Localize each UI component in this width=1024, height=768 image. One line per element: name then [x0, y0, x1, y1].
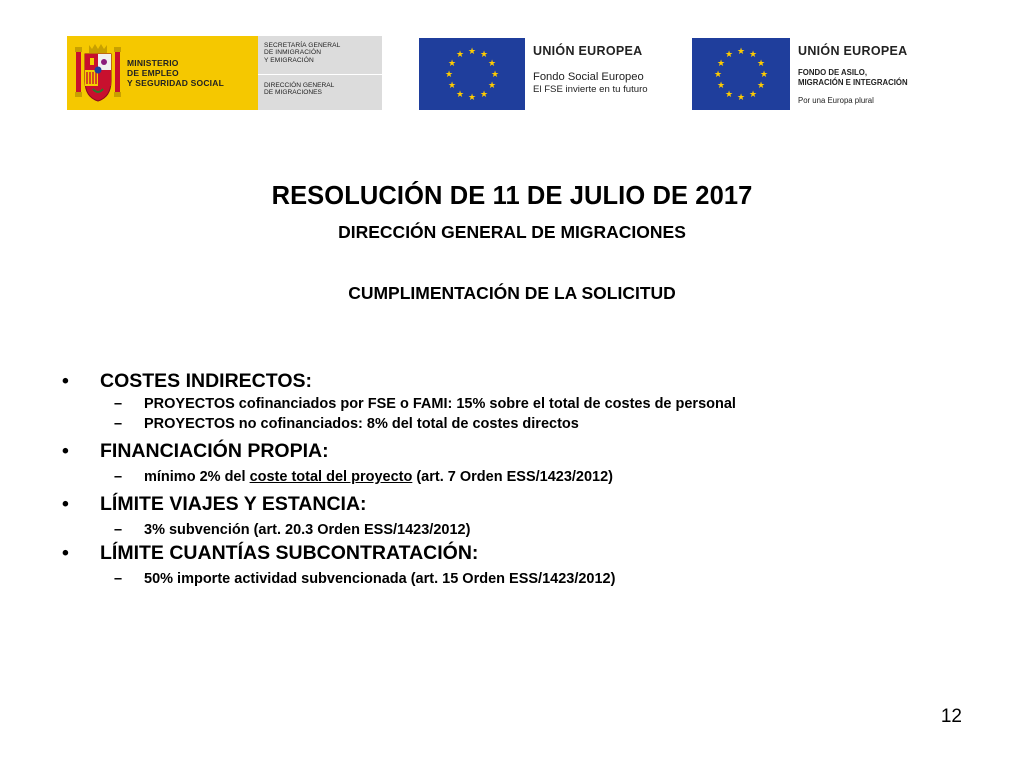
svg-text:★: ★ — [487, 59, 497, 69]
secretaria-divider — [258, 74, 382, 75]
bullet-label: LÍMITE CUANTÍAS SUBCONTRATACIÓN: — [100, 542, 479, 564]
eu-fami-logo — [692, 38, 908, 110]
svg-text:★: ★ — [748, 50, 758, 60]
svg-text:★: ★ — [748, 90, 758, 100]
ministerio-line-3: Y SEGURIDAD SOCIAL — [127, 78, 224, 88]
svg-text:★: ★ — [455, 50, 465, 60]
secretaria-name — [264, 42, 382, 64]
svg-text:★: ★ — [713, 70, 723, 80]
sub-item — [62, 520, 962, 540]
svg-text:★: ★ — [479, 90, 489, 100]
bullet-dot: • — [62, 370, 69, 392]
bullet-financiacion-propia — [62, 438, 962, 464]
bullet-dot: • — [62, 440, 69, 462]
secretaria-line-2: DE INMIGRACIÓN — [264, 49, 322, 57]
coat-of-arms-icon — [75, 41, 121, 105]
svg-text:★: ★ — [756, 81, 766, 91]
sub-item — [62, 467, 962, 487]
eu-fami-subtitle-line-2: MIGRACIÓN E INTEGRACIÓN — [798, 78, 908, 87]
sub-item-text: PROYECTOS cofinanciados por FSE o FAMI: 15% sobre el total de costes de personal — [144, 396, 736, 412]
bullet-list — [62, 368, 962, 589]
sub-item-text: 3% subvención (art. 20.3 Orden ESS/1423/2012) — [144, 522, 471, 538]
svg-text:★: ★ — [447, 81, 457, 91]
eu-fami-tagline: Por una Europa plural — [798, 96, 874, 105]
eu-fse-subtitle: Fondo Social Europeo — [533, 71, 644, 83]
svg-text:★: ★ — [759, 70, 769, 80]
svg-text:★: ★ — [490, 70, 500, 80]
eu-fami-subtitle — [798, 68, 908, 88]
bullet-label: FINANCIACIÓN PROPIA: — [100, 440, 329, 462]
svg-text:★: ★ — [716, 59, 726, 69]
bullet-dot: • — [62, 493, 69, 515]
svg-text:★: ★ — [479, 50, 489, 60]
ministerio-logo — [67, 36, 382, 110]
bullet-limite-viajes — [62, 491, 962, 517]
sub-item-dash: – — [114, 571, 123, 587]
sub-item — [62, 394, 962, 414]
svg-text:★: ★ — [447, 59, 457, 69]
sub-item-text: PROYECTOS no cofinanciados: 8% del total de costes directos — [144, 416, 579, 432]
svg-text:★: ★ — [724, 90, 734, 100]
eu-fse-text — [533, 38, 648, 96]
ministerio-yellow-panel — [67, 36, 258, 110]
svg-text:★: ★ — [487, 81, 497, 91]
bullet-dot: • — [62, 542, 69, 564]
page-subtitle: DIRECCIÓN GENERAL DE MIGRACIONES — [338, 222, 686, 242]
svg-text:★: ★ — [736, 47, 746, 57]
eu-fami-text — [798, 38, 908, 105]
sub-item — [62, 569, 962, 589]
svg-text:★: ★ — [455, 90, 465, 100]
svg-text:★: ★ — [467, 47, 477, 57]
section-title: CUMPLIMENTACIÓN DE LA SOLICITUD — [348, 283, 676, 303]
bullet-label: COSTES INDIRECTOS: — [100, 370, 312, 392]
svg-text:★: ★ — [444, 70, 454, 80]
direccion-line-2: DE MIGRACIONES — [264, 89, 322, 97]
sub-item-text-before: mínimo 2% del — [144, 469, 250, 485]
sub-item-text-after: (art. 7 Orden ESS/1423/2012) — [412, 469, 614, 485]
secretaria-line-1: SECRETARÍA GENERAL — [264, 42, 341, 49]
svg-text:★: ★ — [724, 50, 734, 60]
svg-text:★: ★ — [756, 59, 766, 69]
sub-item-dash: – — [114, 522, 123, 538]
direccion-name — [264, 82, 334, 97]
sub-item-underlined-text: coste total del proyecto — [249, 469, 413, 485]
sub-item-text: 50% importe actividad subvencionada (art. 15 Orden ESS/1423/2012) — [144, 571, 616, 587]
bullet-costes-indirectos — [62, 368, 962, 394]
eu-fse-tagline: El FSE invierte en tu futuro — [533, 84, 648, 95]
direccion-line-1: DIRECCIÓN GENERAL — [264, 82, 335, 89]
eu-flag-icon — [692, 38, 790, 110]
sub-item — [62, 414, 962, 434]
ministerio-line-1: MINISTERIO — [127, 58, 179, 68]
bullet-label: LÍMITE VIAJES Y ESTANCIA: — [100, 493, 367, 515]
svg-text:★: ★ — [736, 93, 746, 103]
sub-item-dash: – — [114, 416, 123, 432]
ministerio-name — [127, 58, 224, 88]
eu-fami-subtitle-line-1: FONDO DE ASILO, — [798, 68, 868, 77]
secretaria-line-3: Y EMIGRACIÓN — [264, 56, 314, 64]
ministerio-line-2: DE EMPLEO — [127, 68, 179, 78]
bullet-limite-subcontratacion — [62, 540, 962, 566]
eu-fami-title: UNIÓN EUROPEA — [798, 44, 908, 58]
sub-item-dash: – — [114, 396, 123, 412]
secretaria-panel — [258, 36, 382, 110]
svg-text:★: ★ — [716, 81, 726, 91]
eu-fse-logo — [419, 38, 648, 110]
sub-item-dash: – — [114, 469, 123, 485]
page-title: RESOLUCIÓN DE 11 DE JULIO DE 2017 — [271, 182, 753, 210]
eu-flag-icon — [419, 38, 525, 110]
svg-text:★: ★ — [467, 93, 477, 103]
eu-fse-title: UNIÓN EUROPEA — [533, 44, 643, 58]
page-number: 12 — [940, 706, 962, 727]
